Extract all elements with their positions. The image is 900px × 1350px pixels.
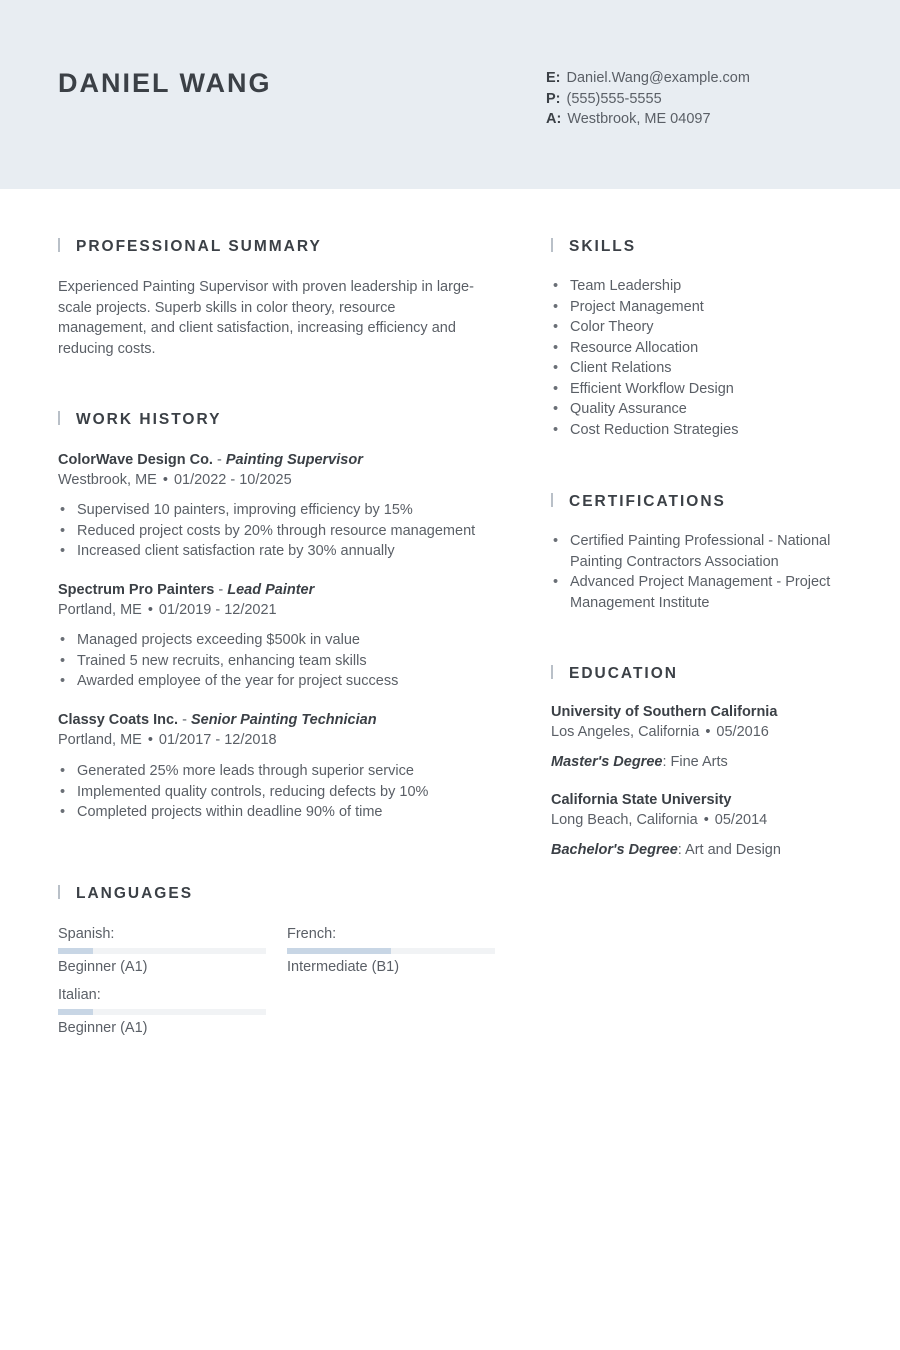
- proficiency-fill: [58, 948, 93, 954]
- education-degree: Master's Degree: [551, 754, 663, 770]
- job-company: Classy Coats Inc.: [58, 712, 179, 728]
- education-location: Los Angeles, California: [551, 724, 700, 740]
- proficiency-bar: [287, 948, 495, 954]
- heading-bar: [551, 493, 553, 507]
- education-heading-text: EDUCATION: [569, 665, 678, 682]
- job-location: Portland, ME: [58, 602, 142, 618]
- list-item: • Implemented quality controls, reducing defects by 10%: [58, 782, 498, 803]
- skills-heading: [551, 238, 636, 256]
- languages-heading-text: LANGUAGES: [76, 885, 194, 902]
- list-item: • Team Leadership: [551, 276, 851, 297]
- contact-block: [546, 68, 750, 130]
- education-field: : Art and Design: [677, 842, 781, 858]
- candidate-name: DANIEL WANG: [58, 68, 272, 98]
- list-item: • Reduced project costs by 20% through resource management: [58, 521, 498, 542]
- language-name: Spanish:: [58, 926, 115, 942]
- education-degree-line: [551, 754, 728, 770]
- contact-address: [546, 109, 750, 130]
- heading-bar: [58, 885, 60, 899]
- list-item: • Supervised 10 painters, improving efficiency by 15%: [58, 500, 498, 521]
- contact-phone-value[interactable]: (555)555-5555: [566, 90, 662, 107]
- education-degree-line: [551, 842, 781, 858]
- proficiency-bar: [58, 948, 266, 954]
- work-history-heading-text: WORK HISTORY: [76, 411, 222, 428]
- work-history-heading: [58, 411, 221, 429]
- education-date: 05/2016: [716, 724, 769, 740]
- job-dates: 01/2017 - 12/2018: [158, 732, 277, 748]
- skills-list: [551, 276, 851, 440]
- education-heading: [551, 665, 678, 683]
- education-school: University of Southern California: [551, 704, 778, 720]
- bullet-dot: •: [147, 732, 153, 748]
- heading-bar: [58, 411, 60, 425]
- job-separator: -: [214, 582, 228, 598]
- summary-heading: [58, 238, 322, 256]
- languages-heading: [58, 885, 193, 903]
- contact-phone-key: P:: [546, 90, 561, 107]
- job-location-dates: [58, 730, 277, 751]
- summary-text: Experienced Painting Supervisor with proven leadership in large-scale projects. Superb skills in color theory, resource management, and client satisfaction, increasing efficiency and reducing costs.: [58, 279, 474, 357]
- job-bullets: [58, 500, 498, 562]
- skills-heading-text: SKILLS: [569, 238, 637, 255]
- contact-address-value: Westbrook, ME 04097: [567, 111, 711, 127]
- list-item: • Advanced Project Management - Project Management Institute: [551, 572, 851, 613]
- job-role: Painting Supervisor: [225, 452, 363, 468]
- list-item: • Managed projects exceeding $500k in value: [58, 630, 498, 651]
- job-title-line: [58, 710, 377, 731]
- summary-heading-text: PROFESSIONAL SUMMARY: [76, 238, 322, 255]
- resume-header: [0, 0, 900, 189]
- education-location: Long Beach, California: [551, 812, 698, 828]
- job-dates: 01/2022 - 10/2025: [173, 472, 292, 488]
- job-company: ColorWave Design Co.: [58, 452, 213, 468]
- language-item: [58, 924, 266, 977]
- job-company: Spectrum Pro Painters: [58, 582, 215, 598]
- proficiency-fill: [287, 948, 391, 954]
- contact-email-key: E:: [546, 70, 561, 86]
- certifications-heading-text: CERTIFICATIONS: [569, 493, 726, 510]
- list-item: • Cost Reduction Strategies: [551, 420, 851, 441]
- education-location-date: [551, 812, 767, 828]
- education-degree: Bachelor's Degree: [551, 842, 678, 858]
- job-location: Portland, ME: [58, 732, 142, 748]
- contact-address-key: A:: [546, 111, 562, 127]
- job-location-dates: [58, 470, 292, 491]
- education-location-date: [551, 724, 769, 740]
- list-item: • Trained 5 new recruits, enhancing team skills: [58, 651, 498, 672]
- contact-email-value[interactable]: Daniel.Wang@example.com: [566, 70, 750, 86]
- language-name: French:: [287, 926, 337, 942]
- list-item: • Completed projects within deadline 90% of time: [58, 802, 498, 823]
- language-item: [58, 985, 266, 1038]
- bullet-dot: •: [162, 472, 168, 488]
- job-separator: -: [178, 712, 191, 728]
- contact-phone: [546, 89, 750, 110]
- job-role: Lead Painter: [227, 582, 315, 598]
- list-item: • Project Management: [551, 297, 851, 318]
- list-item: • Increased client satisfaction rate by 30% annually: [58, 541, 498, 562]
- education-school: California State University: [551, 792, 732, 808]
- job-title-line: [58, 450, 363, 471]
- language-level: Beginner (A1): [58, 1020, 148, 1036]
- list-item: • Generated 25% more leads through superior service: [58, 761, 498, 782]
- contact-email: [546, 68, 750, 89]
- language-name: Italian:: [58, 987, 101, 1003]
- job-location-dates: [58, 600, 277, 621]
- certifications-heading: [551, 493, 726, 511]
- job-role: Senior Painting Technician: [190, 712, 377, 728]
- job-dates: 01/2019 - 12/2021: [158, 602, 277, 618]
- job-separator: -: [212, 452, 226, 468]
- heading-bar: [58, 238, 60, 252]
- list-item: • Client Relations: [551, 358, 851, 379]
- job-location: Westbrook, ME: [58, 472, 157, 488]
- education-date: 05/2014: [714, 812, 768, 828]
- list-item: • Awarded employee of the year for project success: [58, 671, 498, 692]
- bullet-dot: •: [703, 812, 709, 828]
- heading-bar: [551, 238, 553, 252]
- list-item: • Resource Allocation: [551, 338, 851, 359]
- language-level: Beginner (A1): [58, 959, 148, 975]
- job-title-line: [58, 580, 314, 601]
- bullet-dot: •: [147, 602, 153, 618]
- heading-bar: [551, 665, 553, 679]
- language-item: [287, 924, 495, 977]
- proficiency-fill: [58, 1009, 93, 1015]
- list-item: • Certified Painting Professional - National Painting Contractors Association: [551, 531, 851, 572]
- list-item: • Quality Assurance: [551, 399, 851, 420]
- bullet-dot: •: [705, 724, 711, 740]
- job-bullets: [58, 630, 498, 692]
- proficiency-bar: [58, 1009, 266, 1015]
- education-field: : Fine Arts: [662, 754, 728, 770]
- list-item: • Color Theory: [551, 317, 851, 338]
- certifications-list: [551, 531, 851, 613]
- list-item: • Efficient Workflow Design: [551, 379, 851, 400]
- job-bullets: [58, 761, 498, 823]
- language-level: Intermediate (B1): [287, 959, 400, 975]
